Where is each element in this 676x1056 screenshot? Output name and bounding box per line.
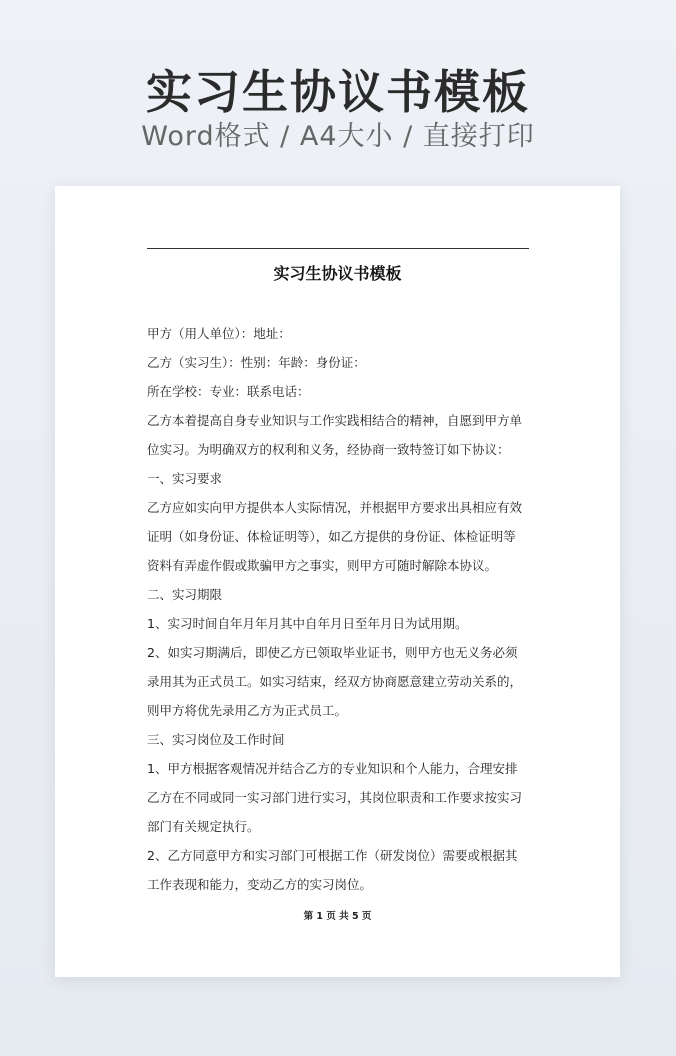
paragraph-line: 2、乙方同意甲方和实习部门可根据工作（研发岗位）需要或根据其 xyxy=(147,848,518,863)
banner-title: 实习生协议书模板 xyxy=(146,65,530,119)
paragraph-line: 位实习。为明确双方的权利和义务，经协商一致特签订如下协议： xyxy=(147,442,510,457)
paragraph-line: 1、实习时间自年月年月其中自年月日至年月日为试用期。 xyxy=(147,616,468,631)
header-rule xyxy=(147,248,529,249)
party-a-line: 甲方（用人单位）：地址： xyxy=(147,326,291,341)
school-line: 所在学校：专业：联系电话： xyxy=(147,384,310,399)
paragraph-line: 2、如实习期满后，即使乙方已领取毕业证书，则甲方也无义务必须 xyxy=(147,645,518,660)
paragraph-line: 证明（如身份证、体检证明等），如乙方提供的身份证、体检证明等 xyxy=(147,529,516,544)
paragraph-line: 部门有关规定执行。 xyxy=(147,819,260,834)
banner-subtitle: Word格式 / A4大小 / 直接打印 xyxy=(141,121,535,152)
paragraph-line: 1、甲方根据客观情况并结合乙方的专业知识和个人能力，合理安排 xyxy=(147,761,518,776)
document-title: 实习生协议书模板 xyxy=(273,264,402,283)
paragraph-line: 工作表现和能力，变动乙方的实习岗位。 xyxy=(147,877,373,892)
page-number: 第 1 页 共 5 页 xyxy=(303,911,372,922)
section-heading: 一、实习要求 xyxy=(147,471,223,486)
paragraph-line: 录用其为正式员工。如实习结束，经双方协商愿意建立劳动关系的， xyxy=(147,674,523,689)
paragraph-line: 乙方本着提高自身专业知识与工作实践相结合的精神，自愿到甲方单 xyxy=(147,413,523,428)
paragraph-line: 则甲方将优先录用乙方为正式员工。 xyxy=(147,703,348,718)
paragraph-line: 乙方在不同或同一实习部门进行实习，其岗位职责和工作要求按实习 xyxy=(147,790,523,805)
document-page xyxy=(55,186,620,977)
paragraph-line: 资料有弄虚作假或欺骗甲方之事实，则甲方可随时解除本协议。 xyxy=(147,558,498,573)
section-heading: 二、实习期限 xyxy=(147,587,223,602)
section-heading: 三、实习岗位及工作时间 xyxy=(147,732,285,747)
document-body xyxy=(147,319,529,899)
party-b-line: 乙方（实习生）：性别：年龄：身份证： xyxy=(147,355,366,370)
paragraph-line: 乙方应如实向甲方提供本人实际情况，并根据甲方要求出具相应有效 xyxy=(147,500,523,515)
